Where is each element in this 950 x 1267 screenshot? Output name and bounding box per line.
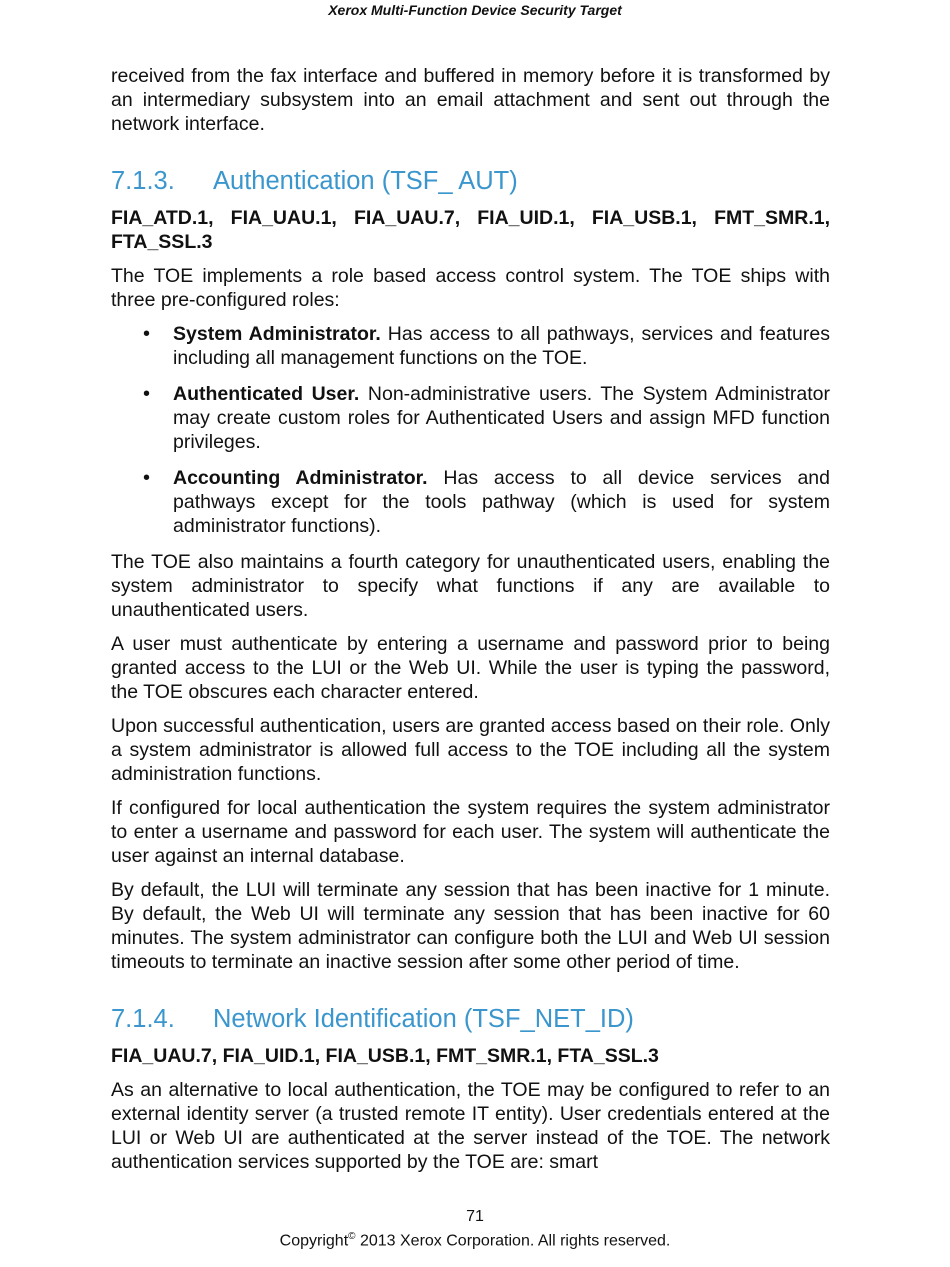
role-description: Has access to all pathways, services and features including all management functions on the TOE. [173, 323, 830, 369]
paragraph: A user must authenticate by entering a username and password prior to being granted access to the LUI or the Web UI. While the user is typing the password, the TOE obscures each character entered. [111, 633, 830, 703]
list-item [111, 382, 830, 454]
role-name: Authenticated User. [173, 383, 360, 405]
bullet-icon: • [143, 467, 151, 489]
role-name: Accounting Administrator. [173, 467, 428, 489]
roles-list [111, 322, 830, 538]
list-item [111, 322, 830, 370]
copyright-prefix: Copyright [279, 1232, 349, 1250]
section-number: 7.1.3. [111, 167, 175, 195]
role-description: Has access to all device services and pathways except for the tools pathway (which is used for system administrator functions). [173, 467, 830, 537]
section-title: Authentication (TSF_ AUT) [213, 167, 518, 195]
paragraph: By default, the LUI will terminate any session that has been inactive for 1 minute. By default, the Web UI will terminate any session that has been inactive for 60 minutes. The system administrator can configure both the LUI and Web UI session timeouts to terminate an inactive session after some other period of time. [111, 879, 830, 973]
page-number: 71 [466, 1208, 484, 1225]
requirements-list: FIA_UAU.7, FIA_UID.1, FIA_USB.1, FMT_SMR.1, FTA_SSL.3 [111, 1045, 659, 1067]
role-name: System Administrator. [173, 323, 381, 345]
paragraph: If configured for local authentication the system requires the system administrator to enter a username and password for each user. The system will authenticate the user against an internal database. [111, 797, 830, 867]
bullet-icon: • [143, 383, 151, 405]
intro-paragraph: received from the fax interface and buffered in memory before it is transformed by an intermediary subsystem into an email attachment and sent out through the network interface. [111, 65, 830, 135]
section-heading-network-identification [111, 1004, 830, 1034]
document-body [111, 64, 830, 1184]
section-number: 7.1.4. [111, 1005, 175, 1033]
paragraph: Upon successful authentication, users are granted access based on their role. Only a system administrator is allowed full access to the TOE including all the system administration functions. [111, 715, 830, 785]
paragraph: The TOE also maintains a fourth category for unauthenticated users, enabling the system administrator to specify what functions if any are available to unauthenticated users. [111, 551, 830, 621]
copyright-notice [0, 1231, 950, 1250]
role-description: Non-administrative users. The System Administrator may create custom roles for Authenticated Users and assign MFD function privileges. [173, 383, 830, 453]
bullet-icon: • [143, 323, 151, 345]
list-item [111, 466, 830, 538]
paragraph: As an alternative to local authentication, the TOE may be configured to refer to an external identity server (a trusted remote IT entity). User credentials entered at the LUI or Web UI are authenticated at the server instead of the TOE. The network authentication services supported by the TOE are: smart [111, 1079, 830, 1173]
copyright-suffix: 2013 Xerox Corporation. All rights reserved. [355, 1232, 671, 1250]
section-title: Network Identification (TSF_NET_ID) [213, 1005, 634, 1033]
section-heading-authentication [111, 166, 830, 196]
paragraph: The TOE implements a role based access control system. The TOE ships with three pre-configured roles: [111, 265, 830, 311]
running-header: Xerox Multi-Function Device Security Target [328, 2, 622, 18]
requirements-list: FIA_ATD.1, FIA_UAU.1, FIA_UAU.7, FIA_UID.1, FIA_USB.1, FMT_SMR.1, FTA_SSL.3 [111, 207, 830, 253]
copyright-symbol: © [348, 1231, 356, 1242]
